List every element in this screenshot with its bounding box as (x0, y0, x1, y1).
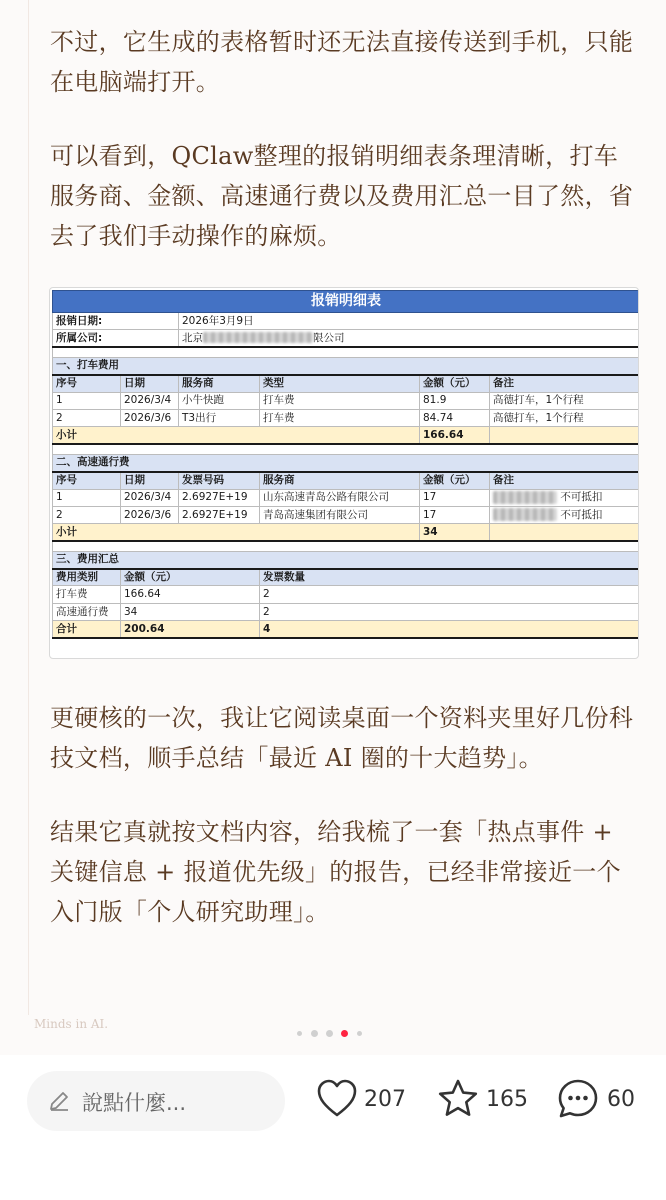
heart-icon (315, 1077, 359, 1121)
redacted-mask (493, 508, 557, 521)
column-header: 类型 (260, 375, 420, 392)
column-header: 备注 (490, 472, 640, 489)
date-value: 2026年3月9日 (179, 313, 640, 330)
section-title: 二、高速通行费 (53, 454, 640, 471)
company-label: 所属公司: (53, 330, 179, 347)
comment-input[interactable] (27, 1071, 285, 1131)
table-row: 2 2026/3/6 2.6927E+19 青岛高速集团有限公司 17 不可抵扣 (53, 506, 640, 523)
column-header: 序号 (53, 472, 121, 489)
redacted-mask (203, 332, 313, 343)
table-row: 打车费 166.64 2 (53, 586, 640, 603)
comment-placeholder: 說點什麼... (82, 1091, 187, 1115)
subtotal-row: 小计 166.64 (53, 427, 640, 444)
bottom-action-bar (0, 1055, 666, 1200)
column-header: 日期 (121, 472, 179, 489)
carousel-dot[interactable] (311, 1030, 318, 1037)
section-title: 三、费用汇总 (53, 551, 640, 568)
column-header: 金额（元） (121, 569, 260, 586)
article-paragraph: 可以看到，QClaw整理的报销明细表条理清晰，打车服务商、金额、高速通行费以及费用汇总一目了然，省去了我们手动操作的麻烦。 (50, 142, 634, 250)
subtotal-row: 小计 34 (53, 524, 640, 541)
table-row: 2 2026/3/6 T3出行 打车费 84.74 高德打车，1个行程 (53, 409, 640, 426)
article-paragraph: 更硬核的一次，我让它阅读桌面一个资料夹里好几份科技文档，顺手总结「最近 AI 圈的十大趋势」。 (50, 704, 634, 772)
collect-button[interactable] (436, 1077, 536, 1125)
brand-watermark: Minds in AI. (34, 1017, 109, 1031)
company-value: 北京 限公司 (179, 330, 640, 347)
column-header: 日期 (121, 375, 179, 392)
table-row: 高速通行费 34 2 (53, 603, 640, 620)
redacted-mask (493, 491, 557, 504)
column-header: 发票数量 (260, 569, 640, 586)
comment-count: 60 (607, 1087, 635, 1112)
expense-table (52, 290, 639, 639)
like-button[interactable] (315, 1077, 415, 1125)
star-icon (436, 1077, 480, 1121)
collect-count: 165 (486, 1087, 528, 1112)
carousel-dot[interactable] (326, 1030, 333, 1037)
column-header: 备注 (490, 375, 640, 392)
comment-button[interactable] (556, 1077, 656, 1125)
chat-bubble-icon (556, 1077, 600, 1121)
pencil-icon (47, 1089, 71, 1113)
column-header: 金额（元） (420, 472, 490, 489)
carousel-dot-active[interactable] (341, 1030, 348, 1037)
column-header: 服务商 (260, 472, 420, 489)
carousel-dot[interactable] (357, 1031, 362, 1036)
column-header: 服务商 (179, 375, 260, 392)
article-paragraph: 不过，它生成的表格暂时还无法直接传送到手机，只能在电脑端打开。 (50, 28, 634, 96)
column-header: 序号 (53, 375, 121, 392)
date-label: 报销日期: (53, 313, 179, 330)
like-count: 207 (364, 1087, 406, 1112)
expense-sheet-image[interactable] (49, 287, 639, 659)
section-title: 一、打车费用 (53, 357, 640, 374)
column-header: 金额（元） (420, 375, 490, 392)
column-header: 费用类别 (53, 569, 121, 586)
carousel-dot[interactable] (297, 1031, 302, 1036)
sheet-title: 报销明细表 (53, 291, 640, 313)
total-row: 合计 200.64 4 (53, 621, 640, 638)
table-row: 1 2026/3/4 2.6927E+19 山东高速青岛公路有限公司 17 不可抵扣 (53, 489, 640, 506)
article-paragraph: 结果它真就按文档内容，给我梳了一套「热点事件 + 关键信息 + 报道优先级」的报告，已经非常接近一个入门版「个人研究助理」。 (50, 818, 621, 926)
table-row: 1 2026/3/4 小牛快跑 打车费 81.9 高德打车，1个行程 (53, 392, 640, 409)
column-header: 发票号码 (179, 472, 260, 489)
